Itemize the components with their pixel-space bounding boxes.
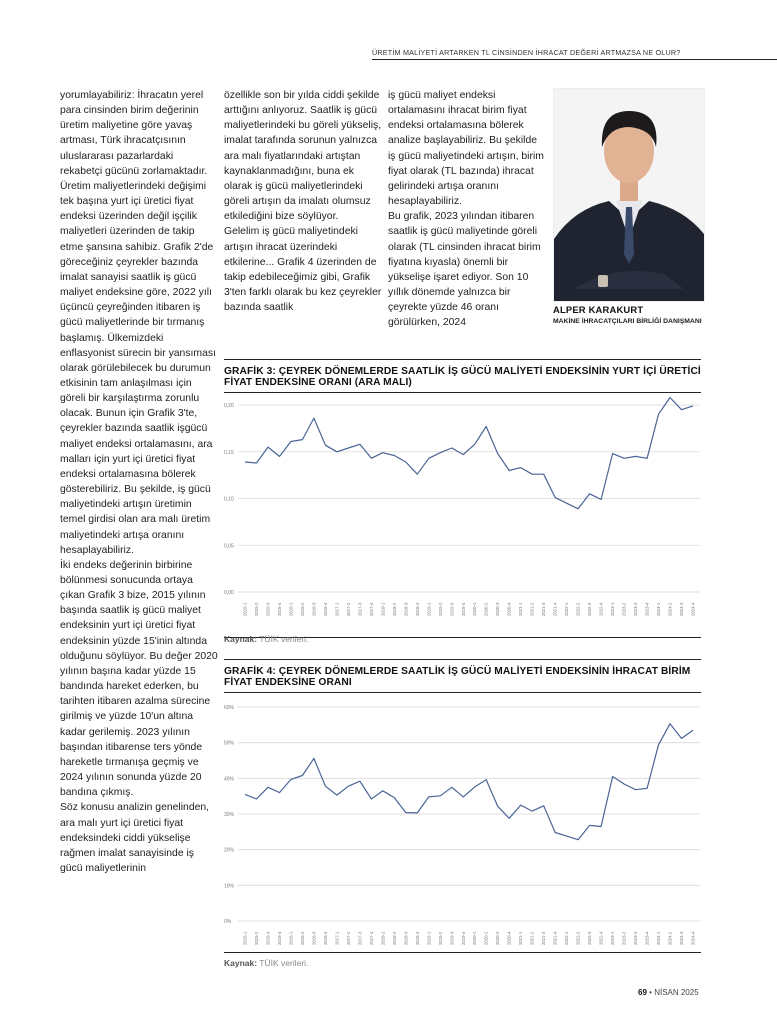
- author-byline: [553, 304, 713, 327]
- svg-text:10%: 10%: [224, 883, 235, 890]
- chart-4-source: [224, 958, 308, 968]
- svg-text:2024-1: 2024-1: [656, 931, 662, 945]
- svg-text:2018-3: 2018-3: [403, 602, 409, 616]
- svg-text:2023-2: 2023-2: [621, 602, 627, 616]
- svg-text:2023-1: 2023-1: [610, 931, 616, 945]
- svg-text:2022-3: 2022-3: [587, 931, 593, 945]
- svg-text:2017-4: 2017-4: [368, 931, 374, 945]
- svg-text:0%: 0%: [224, 919, 232, 925]
- source-text: TÜİK verileri.: [259, 958, 309, 968]
- svg-text:2015-4: 2015-4: [276, 602, 282, 616]
- paragraph: İki endeks değerinin birbirine bölünmesi sonucunda ortaya çıkan Grafik 3 bize, 2015 yılının başında saatlik iş gücü maliyet endeksinin yurt içi üretici fiyat endeksinin yüzde 15'inin altında olduğunu söylüyor. Bu değer 2020 yılının başına kadar yüzde 15 bandında hareket ederken, bu tarihten itibaren azalma sürecine girilmiş ve yüzde 10'un altına kadar gerilemiş. 2023 yılının başından itibarense ters yönde hareketle tırmanışa geçmiş ve 2024 yılının sonunda yüzde 20 bandına çıkmış.: [60, 559, 218, 799]
- svg-text:2019-3: 2019-3: [449, 602, 455, 616]
- source-label: Kaynak:: [224, 958, 258, 968]
- svg-text:2023-2: 2023-2: [621, 931, 627, 945]
- chart-4-bottom-rule: [224, 952, 701, 953]
- svg-text:2025-2: 2025-2: [253, 931, 259, 945]
- paragraph: Gelelim iş gücü maliyetindeki artışın ihracat üzerindeki etkilerine... Grafik 4 üzerinden de takip edebileceğimiz gibi, Grafik 3'ten farklı olarak bu kez çeyrekler bazında saatlik: [224, 226, 382, 314]
- chart-3-plot: [224, 393, 701, 637]
- svg-text:2024-3: 2024-3: [679, 602, 685, 616]
- svg-text:2024-3: 2024-3: [679, 931, 685, 945]
- svg-text:2018-4: 2018-4: [414, 931, 420, 945]
- svg-text:2016-1: 2016-1: [288, 602, 294, 616]
- svg-text:2022-3: 2022-3: [587, 602, 593, 616]
- svg-text:2016-2: 2016-2: [299, 602, 305, 616]
- svg-text:2024-4: 2024-4: [690, 931, 696, 945]
- svg-text:2023-1: 2023-1: [610, 602, 616, 616]
- svg-text:2019-3: 2019-3: [449, 931, 455, 945]
- svg-text:2019-2: 2019-2: [437, 602, 443, 616]
- svg-text:2022-1: 2022-1: [564, 931, 570, 945]
- svg-text:2022-1: 2022-1: [564, 602, 570, 616]
- svg-text:2022-2: 2022-2: [575, 602, 581, 616]
- svg-text:2016-3: 2016-3: [311, 931, 317, 945]
- page-footer: [638, 988, 699, 997]
- svg-text:2021-2: 2021-2: [529, 602, 535, 616]
- chart-4: [224, 659, 701, 953]
- svg-text:2024-4: 2024-4: [690, 602, 696, 616]
- svg-text:2021-1: 2021-1: [518, 602, 524, 616]
- chart-3-line-graph: [224, 393, 701, 637]
- svg-text:2021-1: 2021-1: [518, 931, 524, 945]
- svg-text:2020-1: 2020-1: [472, 602, 478, 616]
- source-text: TÜİK verileri.: [259, 634, 309, 644]
- svg-text:2017-1: 2017-1: [334, 602, 340, 616]
- chart-4-line-graph: [224, 693, 701, 952]
- svg-text:0,00: 0,00: [224, 590, 234, 596]
- svg-text:2021-2: 2021-2: [529, 931, 535, 945]
- svg-text:2024-1: 2024-1: [656, 602, 662, 616]
- author-name: ALPER KARAKURT: [553, 304, 644, 315]
- svg-text:2015-3: 2015-3: [265, 602, 271, 616]
- svg-text:2021-3: 2021-3: [541, 931, 547, 945]
- svg-text:2017-3: 2017-3: [357, 931, 363, 945]
- svg-text:2017-2: 2017-2: [345, 931, 351, 945]
- issue-date: NİSAN 2025: [654, 988, 699, 997]
- svg-text:2015-3: 2015-3: [265, 931, 271, 945]
- svg-text:2016-4: 2016-4: [322, 602, 328, 616]
- svg-text:2019-4: 2019-4: [460, 602, 466, 616]
- svg-text:2017-3: 2017-3: [357, 602, 363, 616]
- source-label: Kaynak:: [224, 634, 258, 644]
- svg-text:60%: 60%: [224, 705, 235, 711]
- svg-text:40%: 40%: [224, 776, 235, 783]
- article-column-1: [60, 88, 218, 876]
- svg-text:2023-3: 2023-3: [633, 602, 639, 616]
- svg-text:2021-4: 2021-4: [552, 602, 558, 616]
- svg-text:2017-4: 2017-4: [368, 602, 374, 616]
- svg-text:2020-3: 2020-3: [495, 931, 501, 945]
- svg-text:2016-2: 2016-2: [299, 931, 305, 945]
- running-header-title: ÜRETİM MALİYETİ ARTARKEN TL CİNSİNDEN İHRACAT DEĞERİ ARTMAZSA NE OLUR?: [372, 48, 777, 60]
- svg-text:2018-2: 2018-2: [391, 931, 397, 945]
- svg-text:0,05: 0,05: [224, 543, 234, 550]
- chart-3-title: GRAFİK 3: ÇEYREK DÖNEMLERDE SAATLİK İŞ GÜCÜ MALİYETİ ENDEKSİNİN YURT İÇİ ÜRETİCİ FİYAT ENDEKSİNE ORANI (ARA MALI): [224, 359, 701, 393]
- svg-text:2022-4: 2022-4: [598, 602, 604, 616]
- svg-text:2020-4: 2020-4: [506, 602, 512, 616]
- svg-text:2020-4: 2020-4: [506, 931, 512, 945]
- svg-text:0,10: 0,10: [224, 496, 234, 503]
- svg-text:2022-2: 2022-2: [575, 931, 581, 945]
- svg-text:2023-4: 2023-4: [644, 931, 650, 945]
- svg-text:2025-2: 2025-2: [253, 602, 259, 616]
- svg-text:0,15: 0,15: [224, 449, 234, 456]
- svg-text:2019-2: 2019-2: [437, 931, 443, 945]
- svg-text:2016-1: 2016-1: [288, 931, 294, 945]
- svg-text:0,20: 0,20: [224, 403, 234, 409]
- svg-text:2020-3: 2020-3: [495, 602, 501, 616]
- svg-text:20%: 20%: [224, 847, 235, 854]
- svg-text:2021-4: 2021-4: [552, 931, 558, 945]
- svg-text:2015-4: 2015-4: [276, 931, 282, 945]
- svg-text:2017-2: 2017-2: [345, 602, 351, 616]
- author-role: MAKİNE İHRACATÇILARI BİRLİĞİ DANIŞMANI: [553, 318, 702, 325]
- chart-3: [224, 359, 701, 638]
- svg-text:2019-1: 2019-1: [426, 602, 432, 616]
- svg-text:2015-1: 2015-1: [242, 602, 248, 616]
- paragraph: Söz konusu analizin genelinden, ara malı yurt içi üretici fiyat endeksindeki ciddi yükselişe rağmen imalat sanayisinde iş gücü maliyetlerinin: [60, 802, 210, 874]
- svg-text:2022-4: 2022-4: [598, 931, 604, 945]
- svg-text:2019-4: 2019-4: [460, 931, 466, 945]
- svg-text:2020-2: 2020-2: [483, 931, 489, 945]
- author-portrait-icon: [554, 89, 704, 301]
- paragraph: yorumlayabiliriz: İhracatın yerel para cinsinden birim değerinin üretim maliyetine göre yavaş artması, Türk ihracatçısının uluslararası pazarlardaki rekabetçi gücünü zorlamaktadır.: [60, 90, 208, 177]
- paragraph: özellikle son bir yılda ciddi şekilde arttığını anlıyoruz. Saatlik iş gücü maliyetlerindeki bu göreli yükseliş, imalat tarafında sorunun yalnızca ara malı fiyatlarındaki artıştan kaynaklanmadığını, buna ek olarak iş gücü maliyetlerindeki göreli artışın da imalatı olumsuz etkilediğini bize söylüyor.: [224, 90, 382, 223]
- svg-text:2023-4: 2023-4: [644, 602, 650, 616]
- svg-text:2016-3: 2016-3: [311, 602, 317, 616]
- footer-separator: •: [649, 988, 652, 997]
- svg-text:2018-1: 2018-1: [380, 931, 386, 945]
- paragraph: Üretim maliyetlerindeki değişimi tek başına yurt içi üretici fiyat endeksi üzerinden değil işçilik maliyetleri üzerinden de takip etme şansına sahibiz. Grafik 2'de göreceğiniz çeyrekler bazında imalat sanayisi saatlik iş gücü maliyet endeksine göre, 2022 yılı üçüncü çeyreğinden itibaren iş gücü maliyetlerinde bir tırmanış başlamış. Ülkemizdeki enflasyonist sürecin bir yansıması olarak görülebilecek bu durumun etkisinin tam anlaşılması için göreli bir karşılaştırma zorunlu olacak. Bunun için Grafik 3'te, çeyrekler bazında saatlik işgücü maliyet endeksi ortalamasını, ara malları için yurt içi üretici fiyat endeksi ortalamasına bölerek gösterebiliriz. Bu şekilde, iş gücü maliyetindeki artışın üretimin temel girdisi olan ara malı üretim maliyetindeki artışa oranını hesaplayabiliriz.: [60, 180, 216, 556]
- svg-text:2018-3: 2018-3: [403, 931, 409, 945]
- paragraph: Bu grafik, 2023 yılından itibaren saatlik iş gücü maliyetinde göreli olarak (TL cinsinden ihracat birim fiyatına kıyasla) önemli bir yükselişe işaret ediyor. Son 10 yıllık dönemde yalnızca bir çeyrekte yüzde 46 oranı görülürken, 2024: [388, 211, 541, 329]
- chart-4-plot: [224, 693, 701, 952]
- svg-text:2018-2: 2018-2: [391, 602, 397, 616]
- svg-text:2024-2: 2024-2: [667, 931, 673, 945]
- svg-text:50%: 50%: [224, 740, 235, 747]
- svg-text:30%: 30%: [224, 812, 235, 818]
- svg-text:2018-1: 2018-1: [380, 602, 386, 616]
- svg-text:2023-3: 2023-3: [633, 931, 639, 945]
- svg-text:2024-2: 2024-2: [667, 602, 673, 616]
- svg-text:2017-1: 2017-1: [334, 931, 340, 945]
- article-column-3: [388, 88, 546, 331]
- svg-text:2016-4: 2016-4: [322, 931, 328, 945]
- article-column-2: [224, 88, 382, 315]
- page-number: 69: [638, 988, 647, 997]
- svg-text:2015-1: 2015-1: [242, 931, 248, 945]
- svg-text:2018-4: 2018-4: [414, 602, 420, 616]
- chart-3-source: [224, 634, 308, 644]
- chart-4-title: GRAFİK 4: ÇEYREK DÖNEMLERDE SAATLİK İŞ GÜCÜ MALİYETİ ENDEKSİNİN İHRACAT BİRİM FİYAT ENDEKSİNE ORANI: [224, 659, 701, 693]
- svg-text:2020-2: 2020-2: [483, 602, 489, 616]
- svg-text:2019-1: 2019-1: [426, 931, 432, 945]
- paragraph: iş gücü maliyet endeksi ortalamasını ihracat birim fiyat endeksi ortalamasına bölerek analize başlayabiliriz. Bu şekilde iş gücü maliyetindeki artışın, birim fiyat olarak (TL bazında) ihracat gelirindeki artışa oranını hesaplayabiliriz.: [388, 90, 544, 208]
- svg-text:2021-3: 2021-3: [541, 602, 547, 616]
- svg-text:2020-1: 2020-1: [472, 931, 478, 945]
- author-photo: [553, 88, 705, 302]
